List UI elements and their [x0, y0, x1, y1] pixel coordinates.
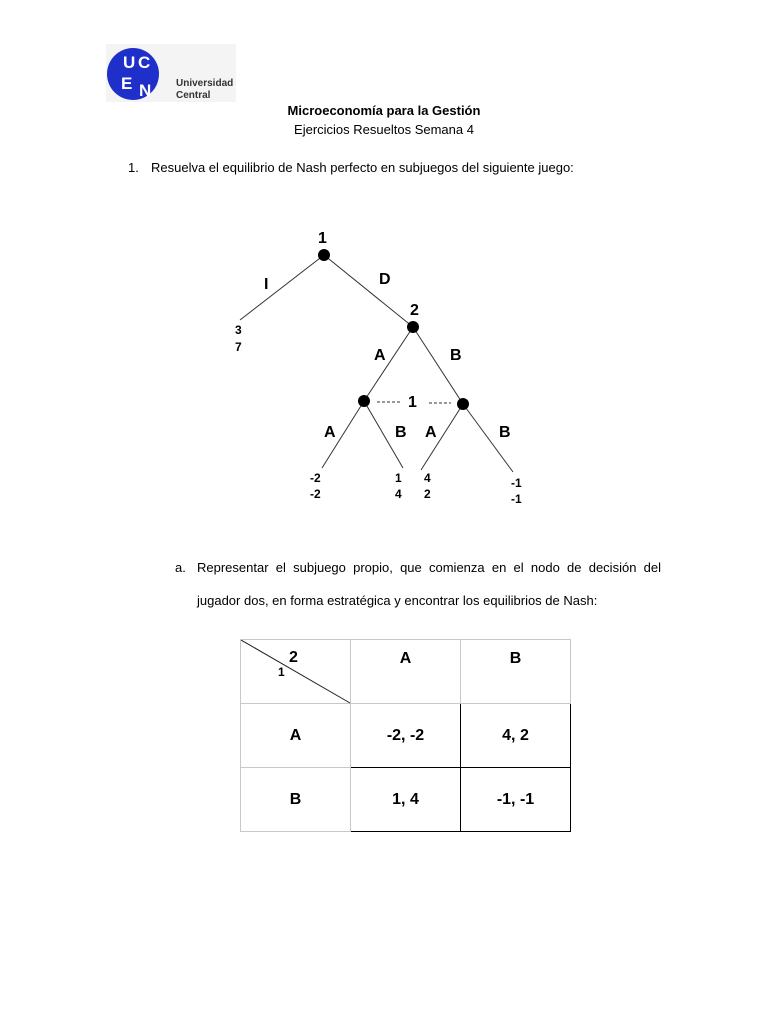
question-1-number: 1. [128, 160, 139, 175]
payoff-i-1: 3 [235, 323, 242, 337]
root-node [318, 249, 330, 261]
n1-branch-a-label: A [324, 424, 336, 441]
matrix-header-row [241, 640, 571, 704]
info-set-player-label: 1 [408, 394, 417, 411]
logo-letter-n: N [139, 81, 152, 100]
document-subtitle: Ejercicios Resueltos Semana 4 [294, 122, 474, 137]
edge-root-left [240, 255, 324, 320]
column-header-b: B [461, 640, 571, 704]
row-header-a: A [241, 704, 351, 768]
part-a-letter: a. [175, 560, 186, 575]
logo-text-line2: Central [176, 90, 211, 101]
info-node-right [457, 398, 469, 410]
edge-p2-right [413, 327, 463, 404]
payoff-aa-2: -2 [310, 487, 321, 501]
logo-text-line1: Universidad [176, 78, 234, 89]
payoff-bb-1: -1 [511, 476, 522, 490]
matrix-row-a [241, 704, 571, 768]
branch-i-label: I [264, 276, 269, 293]
n2-branch-a-label: A [425, 424, 437, 441]
player2-label: 2 [410, 302, 419, 319]
cell-a-b: 4, 2 [461, 704, 571, 768]
question-1-text: Resuelva el equilibrio de Nash perfecto en subjuegos del siguiente juego: [151, 160, 574, 175]
row-player-label: 1 [278, 665, 285, 679]
payoff-bb-2: -1 [511, 492, 522, 506]
matrix-row-b [241, 768, 571, 832]
cell-a-a: -2, -2 [351, 704, 461, 768]
cell-b-a: 1, 4 [351, 768, 461, 832]
p2-branch-b-label: B [450, 347, 462, 364]
column-player-label: 2 [289, 649, 298, 666]
part-a-line1: Representar el subjuego propio, que comienza en el nodo de decisión del [197, 560, 661, 575]
part-a-line2: jugador dos, en forma estratégica y encontrar los equilibrios de Nash: [197, 593, 598, 608]
logo-letter-e: E [121, 74, 133, 93]
p2-branch-a-label: A [374, 347, 386, 364]
branch-d-label: D [379, 271, 391, 288]
payoff-matrix [240, 639, 571, 832]
payoff-ab-1: 1 [395, 471, 402, 485]
document-title: Microeconomía para la Gestión [287, 103, 481, 118]
payoff-ba-1: 4 [424, 471, 431, 485]
matrix-corner-cell [241, 640, 351, 704]
row-header-b: B [241, 768, 351, 832]
n1-branch-b-label: B [395, 424, 407, 441]
column-header-a: A [351, 640, 461, 704]
root-player-label: 1 [318, 230, 327, 247]
cell-b-b: -1, -1 [461, 768, 571, 832]
payoff-i-2: 7 [235, 340, 242, 354]
player2-node [407, 321, 419, 333]
payoff-ab-2: 4 [395, 487, 402, 501]
logo-letter-c: C [138, 53, 151, 72]
info-node-left [358, 395, 370, 407]
payoff-aa-1: -2 [310, 471, 321, 485]
edge-root-right [324, 255, 413, 327]
n2-branch-b-label: B [499, 424, 511, 441]
logo-letter-u: U [123, 53, 136, 72]
edge-p2-left [364, 327, 413, 401]
payoff-ba-2: 2 [424, 487, 431, 501]
